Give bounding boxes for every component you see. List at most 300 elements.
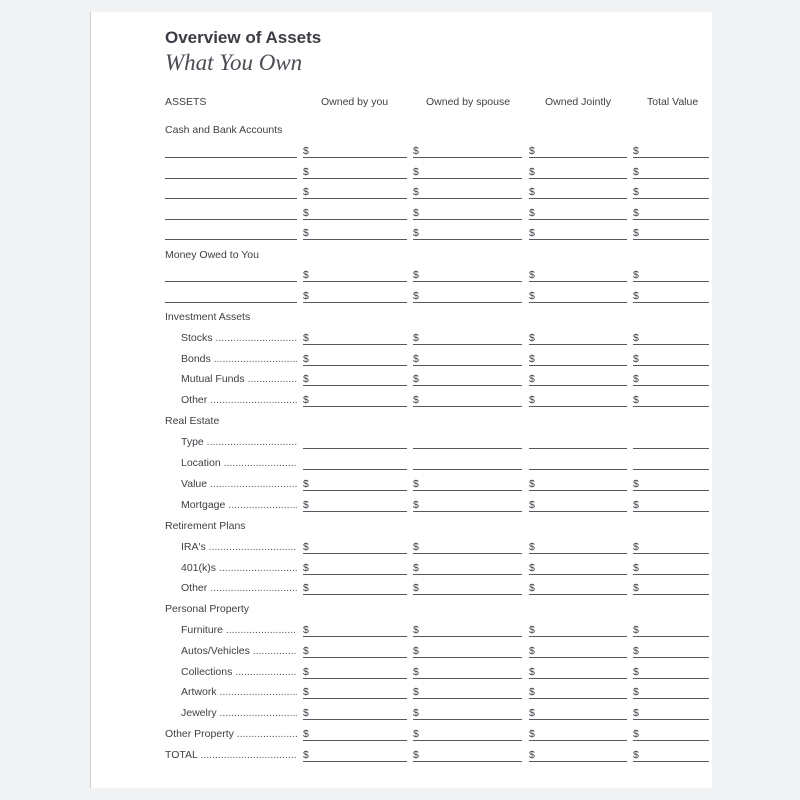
currency-symbol: $ bbox=[633, 394, 639, 406]
currency-symbol: $ bbox=[303, 582, 309, 594]
owned-jointly-field[interactable] bbox=[529, 727, 627, 741]
owned-by-spouse-field[interactable] bbox=[413, 268, 522, 282]
section-real-estate bbox=[91, 414, 713, 434]
owned-jointly-field[interactable] bbox=[529, 144, 627, 158]
total-value-field[interactable] bbox=[633, 727, 709, 741]
currency-symbol: $ bbox=[529, 269, 535, 281]
underline bbox=[529, 239, 627, 240]
currency-symbol: $ bbox=[529, 728, 535, 740]
owned-by-spouse-field[interactable] bbox=[413, 748, 522, 762]
owned-by-you-field[interactable] bbox=[303, 289, 407, 303]
currency-symbol: $ bbox=[413, 728, 419, 740]
underline bbox=[303, 281, 407, 282]
row-label: Other ..... bbox=[181, 581, 297, 595]
total-value-field[interactable] bbox=[633, 185, 709, 199]
cash-row-4 bbox=[91, 206, 713, 226]
underline bbox=[303, 178, 407, 179]
owned-by-you-field[interactable] bbox=[303, 226, 407, 240]
currency-symbol: $ bbox=[633, 562, 639, 574]
total-value-field[interactable] bbox=[633, 748, 709, 762]
currency-symbol: $ bbox=[413, 290, 419, 302]
total-value-field[interactable] bbox=[633, 581, 709, 595]
total-value-field[interactable] bbox=[633, 268, 709, 282]
owned-jointly-field[interactable] bbox=[529, 748, 627, 762]
underline bbox=[413, 553, 522, 554]
total-value-field[interactable] bbox=[633, 165, 709, 179]
row-label: TOTAL ..... bbox=[165, 748, 297, 762]
currency-symbol: $ bbox=[413, 645, 419, 657]
currency-symbol: $ bbox=[633, 749, 639, 761]
currency-symbol: $ bbox=[633, 290, 639, 302]
owned-jointly-field[interactable] bbox=[529, 623, 627, 637]
currency-symbol: $ bbox=[303, 207, 309, 219]
currency-symbol: $ bbox=[303, 145, 309, 157]
personal-row-artwork bbox=[91, 685, 713, 705]
currency-symbol: $ bbox=[633, 269, 639, 281]
currency-symbol: $ bbox=[413, 707, 419, 719]
currency-symbol: $ bbox=[303, 499, 309, 511]
account-name-field[interactable] bbox=[165, 219, 297, 220]
asset-form-page bbox=[90, 12, 712, 788]
currency-symbol: $ bbox=[633, 145, 639, 157]
owned-by-you-field[interactable] bbox=[303, 393, 407, 407]
currency-symbol: $ bbox=[413, 332, 419, 344]
currency-symbol: $ bbox=[633, 582, 639, 594]
owned-by-spouse-field[interactable] bbox=[413, 581, 522, 595]
total-value-field[interactable] bbox=[633, 289, 709, 303]
row-label: Furniture ..... bbox=[181, 623, 297, 637]
underline bbox=[413, 574, 522, 575]
account-name-field[interactable] bbox=[165, 198, 297, 199]
other-property-row bbox=[91, 727, 713, 747]
total-value-field[interactable] bbox=[633, 561, 709, 575]
investment-row-other bbox=[91, 393, 713, 413]
owned-by-you-field[interactable] bbox=[303, 268, 407, 282]
owned-by-you-field[interactable] bbox=[303, 623, 407, 637]
currency-symbol: $ bbox=[529, 541, 535, 553]
underline bbox=[529, 469, 627, 470]
underline bbox=[413, 365, 522, 366]
total-value-field[interactable] bbox=[633, 477, 709, 491]
owned-jointly-field[interactable] bbox=[529, 331, 627, 345]
column-header-owned-by-spouse: Owned by spouse bbox=[426, 96, 511, 108]
total-value-field[interactable] bbox=[633, 352, 709, 366]
owned-by-spouse-field[interactable] bbox=[413, 665, 522, 679]
underline bbox=[633, 698, 709, 699]
section-title: Personal Property bbox=[165, 603, 250, 615]
owned-jointly-field[interactable] bbox=[529, 206, 627, 220]
owned-by-spouse-field[interactable] bbox=[413, 456, 522, 470]
retirement-row-401k bbox=[91, 561, 713, 581]
underline bbox=[633, 553, 709, 554]
owned-jointly-field[interactable] bbox=[529, 477, 627, 491]
currency-symbol: $ bbox=[529, 186, 535, 198]
currency-symbol: $ bbox=[303, 166, 309, 178]
underline bbox=[303, 678, 407, 679]
investment-row-mutual-funds bbox=[91, 372, 713, 392]
personal-row-furniture bbox=[91, 623, 713, 643]
currency-symbol: $ bbox=[529, 582, 535, 594]
underline bbox=[303, 636, 407, 637]
currency-symbol: $ bbox=[413, 373, 419, 385]
owned-jointly-field[interactable] bbox=[529, 435, 627, 449]
currency-symbol: $ bbox=[303, 541, 309, 553]
owned-by-you-field[interactable] bbox=[303, 144, 407, 158]
underline bbox=[633, 719, 709, 720]
currency-symbol: $ bbox=[413, 227, 419, 239]
row-label: Jewelry ..... bbox=[181, 706, 297, 720]
total-row bbox=[91, 748, 713, 768]
underline bbox=[303, 365, 407, 366]
underline bbox=[529, 178, 627, 179]
money-owed-row-2 bbox=[91, 289, 713, 309]
currency-symbol: $ bbox=[413, 394, 419, 406]
owned-by-you-field[interactable] bbox=[303, 498, 407, 512]
debtor-name-field[interactable] bbox=[165, 302, 297, 303]
total-value-field[interactable] bbox=[633, 144, 709, 158]
owned-by-spouse-field[interactable] bbox=[413, 331, 522, 345]
underline bbox=[529, 365, 627, 366]
owned-by-spouse-field[interactable] bbox=[413, 372, 522, 386]
underline bbox=[413, 761, 522, 762]
currency-symbol: $ bbox=[529, 145, 535, 157]
owned-by-you-field[interactable] bbox=[303, 352, 407, 366]
owned-by-spouse-field[interactable] bbox=[413, 685, 522, 699]
currency-symbol: $ bbox=[303, 227, 309, 239]
owned-jointly-field[interactable] bbox=[529, 185, 627, 199]
underline bbox=[413, 511, 522, 512]
currency-symbol: $ bbox=[529, 499, 535, 511]
section-money-owed bbox=[91, 248, 713, 268]
underline bbox=[303, 719, 407, 720]
real-estate-row-mortgage bbox=[91, 498, 713, 518]
account-name-field[interactable] bbox=[165, 239, 297, 240]
owned-jointly-field[interactable] bbox=[529, 561, 627, 575]
underline bbox=[303, 448, 407, 449]
owned-jointly-field[interactable] bbox=[529, 644, 627, 658]
owned-jointly-field[interactable] bbox=[529, 498, 627, 512]
currency-symbol: $ bbox=[633, 332, 639, 344]
total-value-field[interactable] bbox=[633, 685, 709, 699]
underline bbox=[633, 198, 709, 199]
owned-by-spouse-field[interactable] bbox=[413, 644, 522, 658]
currency-symbol: $ bbox=[529, 353, 535, 365]
owned-by-spouse-field[interactable] bbox=[413, 226, 522, 240]
currency-symbol: $ bbox=[413, 499, 419, 511]
owned-by-you-field[interactable] bbox=[303, 685, 407, 699]
row-label: Stocks ..... bbox=[181, 331, 297, 345]
underline bbox=[413, 385, 522, 386]
total-value-field[interactable] bbox=[633, 665, 709, 679]
underline bbox=[303, 594, 407, 595]
underline bbox=[633, 365, 709, 366]
underline bbox=[633, 511, 709, 512]
underline bbox=[529, 406, 627, 407]
section-title: Investment Assets bbox=[165, 311, 251, 323]
underline bbox=[529, 385, 627, 386]
section-retirement bbox=[91, 519, 713, 539]
underline bbox=[633, 385, 709, 386]
row-label: Bonds ..... bbox=[181, 352, 297, 366]
page-title: Overview of Assets bbox=[165, 28, 322, 47]
real-estate-row-location bbox=[91, 456, 713, 476]
total-value-field[interactable] bbox=[633, 706, 709, 720]
underline bbox=[633, 157, 709, 158]
underline bbox=[529, 761, 627, 762]
owned-by-you-field[interactable] bbox=[303, 727, 407, 741]
owned-by-you-field[interactable] bbox=[303, 561, 407, 575]
underline bbox=[303, 344, 407, 345]
owned-by-you-field[interactable] bbox=[303, 540, 407, 554]
currency-symbol: $ bbox=[529, 373, 535, 385]
currency-symbol: $ bbox=[303, 624, 309, 636]
owned-by-you-field[interactable] bbox=[303, 581, 407, 595]
currency-symbol: $ bbox=[633, 728, 639, 740]
underline bbox=[633, 761, 709, 762]
owned-jointly-field[interactable] bbox=[529, 165, 627, 179]
debtor-name-field[interactable] bbox=[165, 281, 297, 282]
owned-by-you-field[interactable] bbox=[303, 185, 407, 199]
currency-symbol: $ bbox=[413, 186, 419, 198]
total-value-field[interactable] bbox=[633, 331, 709, 345]
section-title: Retirement Plans bbox=[165, 520, 246, 532]
currency-symbol: $ bbox=[633, 373, 639, 385]
owned-by-spouse-field[interactable] bbox=[413, 185, 522, 199]
underline bbox=[529, 302, 627, 303]
currency-symbol: $ bbox=[413, 749, 419, 761]
underline bbox=[529, 490, 627, 491]
currency-symbol: $ bbox=[303, 707, 309, 719]
owned-by-you-field[interactable] bbox=[303, 644, 407, 658]
currency-symbol: $ bbox=[633, 207, 639, 219]
currency-symbol: $ bbox=[413, 207, 419, 219]
owned-by-spouse-field[interactable] bbox=[413, 727, 522, 741]
currency-symbol: $ bbox=[529, 645, 535, 657]
total-value-field[interactable] bbox=[633, 206, 709, 220]
currency-symbol: $ bbox=[529, 227, 535, 239]
currency-symbol: $ bbox=[413, 478, 419, 490]
row-label: Mutual Funds ..... bbox=[181, 372, 297, 386]
currency-symbol: $ bbox=[413, 686, 419, 698]
owned-by-spouse-field[interactable] bbox=[413, 393, 522, 407]
owned-by-you-field[interactable] bbox=[303, 665, 407, 679]
owned-by-you-field[interactable] bbox=[303, 748, 407, 762]
total-value-field[interactable] bbox=[633, 393, 709, 407]
underline bbox=[303, 198, 407, 199]
owned-jointly-field[interactable] bbox=[529, 352, 627, 366]
underline bbox=[413, 302, 522, 303]
currency-symbol: $ bbox=[303, 686, 309, 698]
underline bbox=[303, 469, 407, 470]
section-investment bbox=[91, 310, 713, 330]
account-name-field[interactable] bbox=[165, 157, 297, 158]
owned-by-spouse-field[interactable] bbox=[413, 206, 522, 220]
underline bbox=[413, 469, 522, 470]
underline bbox=[413, 678, 522, 679]
currency-symbol: $ bbox=[303, 290, 309, 302]
owned-jointly-field[interactable] bbox=[529, 685, 627, 699]
owned-by-spouse-field[interactable] bbox=[413, 289, 522, 303]
owned-by-you-field[interactable] bbox=[303, 456, 407, 470]
total-value-field[interactable] bbox=[633, 435, 709, 449]
total-value-field[interactable] bbox=[633, 498, 709, 512]
currency-symbol: $ bbox=[303, 728, 309, 740]
total-value-field[interactable] bbox=[633, 226, 709, 240]
section-title: Money Owed to You bbox=[165, 249, 259, 261]
owned-by-you-field[interactable] bbox=[303, 372, 407, 386]
owned-by-spouse-field[interactable] bbox=[413, 144, 522, 158]
underline bbox=[413, 490, 522, 491]
underline bbox=[303, 385, 407, 386]
underline bbox=[633, 219, 709, 220]
underline bbox=[529, 740, 627, 741]
underline bbox=[529, 698, 627, 699]
underline bbox=[529, 719, 627, 720]
row-label: IRA's ..... bbox=[181, 540, 297, 554]
underline bbox=[633, 344, 709, 345]
investment-row-stocks bbox=[91, 331, 713, 351]
cash-row-1 bbox=[91, 144, 713, 164]
currency-symbol: $ bbox=[529, 394, 535, 406]
owned-jointly-field[interactable] bbox=[529, 665, 627, 679]
underline bbox=[303, 239, 407, 240]
currency-symbol: $ bbox=[303, 562, 309, 574]
currency-symbol: $ bbox=[529, 686, 535, 698]
personal-row-autos bbox=[91, 644, 713, 664]
column-header-assets: ASSETS bbox=[165, 96, 207, 108]
currency-symbol: $ bbox=[529, 707, 535, 719]
total-value-field[interactable] bbox=[633, 644, 709, 658]
real-estate-row-value bbox=[91, 477, 713, 497]
owned-jointly-field[interactable] bbox=[529, 268, 627, 282]
column-header-owned-jointly: Owned Jointly bbox=[545, 96, 611, 108]
row-label: Autos/Vehicles ..... bbox=[181, 644, 297, 658]
account-name-field[interactable] bbox=[165, 178, 297, 179]
owned-by-spouse-field[interactable] bbox=[413, 561, 522, 575]
owned-by-you-field[interactable] bbox=[303, 331, 407, 345]
column-header-total-value: Total Value bbox=[647, 96, 699, 108]
section-title: Cash and Bank Accounts bbox=[165, 124, 283, 136]
underline bbox=[303, 698, 407, 699]
currency-symbol: $ bbox=[413, 269, 419, 281]
currency-symbol: $ bbox=[633, 645, 639, 657]
owned-by-spouse-field[interactable] bbox=[413, 165, 522, 179]
currency-symbol: $ bbox=[529, 166, 535, 178]
underline bbox=[633, 281, 709, 282]
owned-by-you-field[interactable] bbox=[303, 206, 407, 220]
currency-symbol: $ bbox=[529, 478, 535, 490]
owned-jointly-field[interactable] bbox=[529, 706, 627, 720]
section-cash bbox=[91, 123, 713, 143]
owned-by-spouse-field[interactable] bbox=[413, 352, 522, 366]
underline bbox=[529, 678, 627, 679]
underline bbox=[529, 219, 627, 220]
personal-row-collections bbox=[91, 665, 713, 685]
currency-symbol: $ bbox=[303, 269, 309, 281]
cash-row-3 bbox=[91, 185, 713, 205]
owned-jointly-field[interactable] bbox=[529, 540, 627, 554]
underline bbox=[633, 636, 709, 637]
underline bbox=[413, 178, 522, 179]
owned-by-spouse-field[interactable] bbox=[413, 623, 522, 637]
owned-by-you-field[interactable] bbox=[303, 165, 407, 179]
currency-symbol: $ bbox=[529, 624, 535, 636]
owned-jointly-field[interactable] bbox=[529, 289, 627, 303]
underline bbox=[529, 198, 627, 199]
currency-symbol: $ bbox=[633, 707, 639, 719]
underline bbox=[413, 198, 522, 199]
underline bbox=[529, 594, 627, 595]
currency-symbol: $ bbox=[529, 666, 535, 678]
owned-by-spouse-field[interactable] bbox=[413, 477, 522, 491]
cash-row-2 bbox=[91, 165, 713, 185]
underline bbox=[303, 219, 407, 220]
owned-by-you-field[interactable] bbox=[303, 435, 407, 449]
underline bbox=[413, 657, 522, 658]
currency-symbol: $ bbox=[303, 373, 309, 385]
total-value-field[interactable] bbox=[633, 372, 709, 386]
section-title: Real Estate bbox=[165, 415, 220, 427]
underline bbox=[303, 740, 407, 741]
owned-jointly-field[interactable] bbox=[529, 226, 627, 240]
underline bbox=[413, 719, 522, 720]
underline bbox=[413, 636, 522, 637]
row-label: Other Property ..... bbox=[165, 727, 297, 741]
underline bbox=[413, 344, 522, 345]
currency-symbol: $ bbox=[413, 562, 419, 574]
currency-symbol: $ bbox=[303, 478, 309, 490]
owned-by-spouse-field[interactable] bbox=[413, 706, 522, 720]
owned-by-you-field[interactable] bbox=[303, 477, 407, 491]
currency-symbol: $ bbox=[633, 166, 639, 178]
owned-by-you-field[interactable] bbox=[303, 706, 407, 720]
underline bbox=[529, 448, 627, 449]
currency-symbol: $ bbox=[413, 353, 419, 365]
underline bbox=[413, 219, 522, 220]
underline bbox=[529, 636, 627, 637]
currency-symbol: $ bbox=[633, 353, 639, 365]
underline bbox=[529, 657, 627, 658]
total-value-field[interactable] bbox=[633, 540, 709, 554]
row-label: Value ..... bbox=[181, 477, 297, 491]
owned-by-spouse-field[interactable] bbox=[413, 435, 522, 449]
total-value-field[interactable] bbox=[633, 456, 709, 470]
currency-symbol: $ bbox=[413, 624, 419, 636]
underline bbox=[633, 469, 709, 470]
currency-symbol: $ bbox=[303, 332, 309, 344]
owned-jointly-field[interactable] bbox=[529, 372, 627, 386]
owned-by-spouse-field[interactable] bbox=[413, 498, 522, 512]
currency-symbol: $ bbox=[303, 666, 309, 678]
underline bbox=[303, 157, 407, 158]
underline bbox=[413, 594, 522, 595]
underline bbox=[633, 574, 709, 575]
owned-jointly-field[interactable] bbox=[529, 581, 627, 595]
currency-symbol: $ bbox=[303, 186, 309, 198]
retirement-row-ira bbox=[91, 540, 713, 560]
owned-jointly-field[interactable] bbox=[529, 456, 627, 470]
total-value-field[interactable] bbox=[633, 623, 709, 637]
underline bbox=[303, 657, 407, 658]
underline bbox=[529, 344, 627, 345]
underline bbox=[303, 553, 407, 554]
owned-by-spouse-field[interactable] bbox=[413, 540, 522, 554]
money-owed-row-1 bbox=[91, 268, 713, 288]
currency-symbol: $ bbox=[413, 145, 419, 157]
row-label: Collections ..... bbox=[181, 665, 297, 679]
row-label: Artwork ..... bbox=[181, 685, 297, 699]
owned-jointly-field[interactable] bbox=[529, 393, 627, 407]
